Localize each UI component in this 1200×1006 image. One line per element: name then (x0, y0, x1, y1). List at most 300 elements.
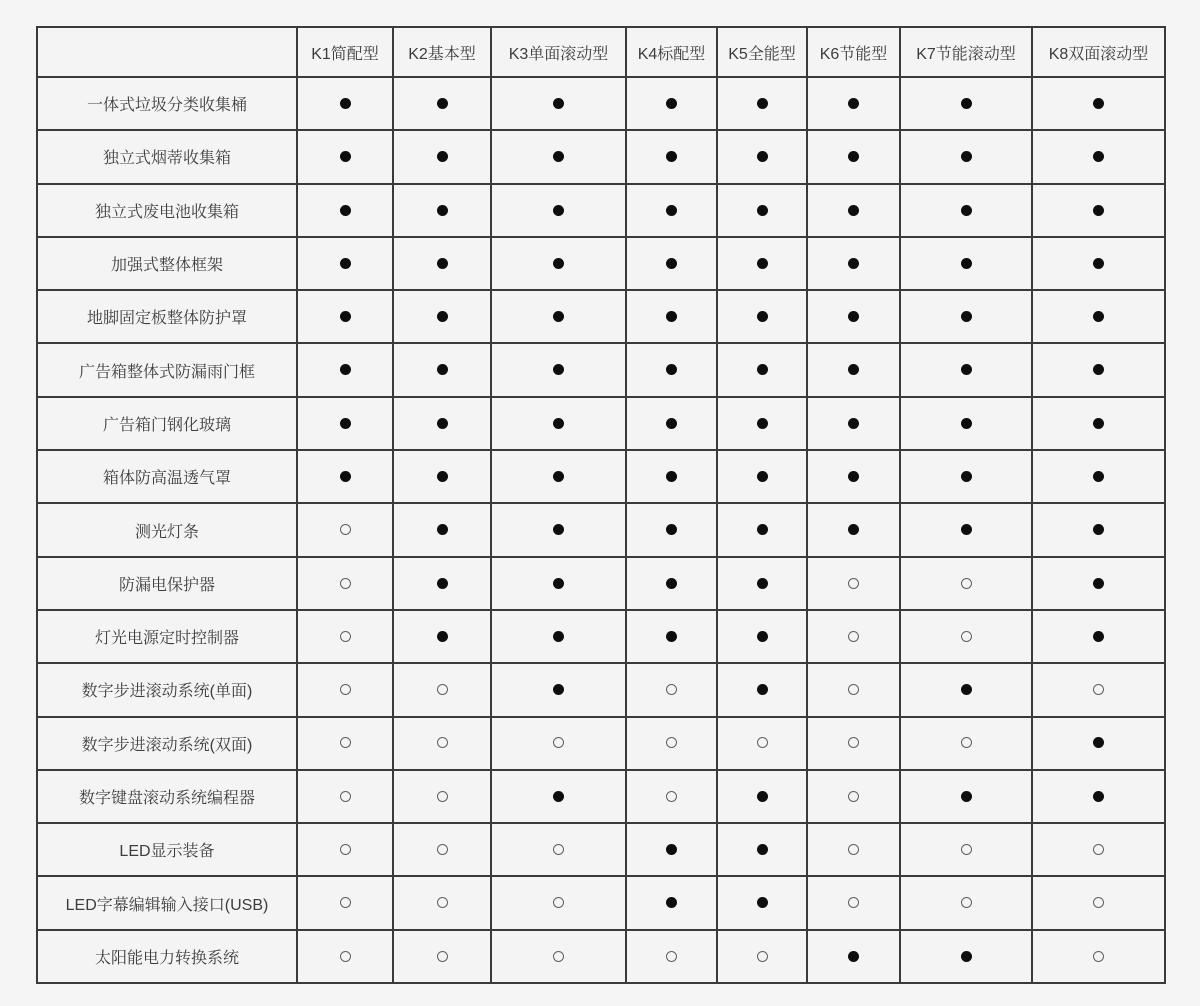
feature-dot-cell (626, 130, 717, 183)
filled-dot-icon (1093, 258, 1104, 269)
open-dot-icon (437, 844, 448, 855)
feature-dot-cell (491, 397, 626, 450)
open-dot-icon (1093, 951, 1104, 962)
open-dot-icon (961, 631, 972, 642)
feature-dot-cell (1032, 130, 1165, 183)
feature-dot-cell (1032, 237, 1165, 290)
feature-dot-cell (297, 930, 393, 983)
table-row (37, 503, 1165, 556)
feature-dot-cell (717, 397, 807, 450)
feature-dot-cell (626, 237, 717, 290)
feature-dot-cell (807, 290, 900, 343)
filled-dot-icon (666, 98, 677, 109)
filled-dot-icon (757, 471, 768, 482)
feature-dot-cell (807, 77, 900, 130)
feature-dot-cell (626, 397, 717, 450)
filled-dot-icon (757, 897, 768, 908)
filled-dot-icon (340, 205, 351, 216)
feature-dot-cell (900, 130, 1032, 183)
filled-dot-icon (848, 471, 859, 482)
filled-dot-icon (666, 471, 677, 482)
feature-label: 一体式垃圾分类收集桶 (37, 77, 297, 130)
filled-dot-icon (437, 578, 448, 589)
feature-label: 防漏电保护器 (37, 557, 297, 610)
filled-dot-icon (961, 791, 972, 802)
filled-dot-icon (961, 311, 972, 322)
open-dot-icon (1093, 844, 1104, 855)
feature-dot-cell (1032, 770, 1165, 823)
filled-dot-icon (666, 364, 677, 375)
filled-dot-icon (553, 631, 564, 642)
feature-dot-cell (491, 184, 626, 237)
feature-dot-cell (807, 557, 900, 610)
filled-dot-icon (340, 418, 351, 429)
filled-dot-icon (437, 258, 448, 269)
open-dot-icon (553, 844, 564, 855)
feature-dot-cell (297, 770, 393, 823)
feature-dot-cell (1032, 610, 1165, 663)
filled-dot-icon (437, 631, 448, 642)
feature-dot-cell (626, 610, 717, 663)
filled-dot-icon (340, 364, 351, 375)
feature-dot-cell (717, 237, 807, 290)
feature-dot-cell (297, 503, 393, 556)
filled-dot-icon (757, 524, 768, 535)
filled-dot-icon (961, 418, 972, 429)
filled-dot-icon (1093, 524, 1104, 535)
feature-dot-cell (900, 290, 1032, 343)
table-row (37, 717, 1165, 770)
filled-dot-icon (1093, 364, 1104, 375)
open-dot-icon (666, 737, 677, 748)
feature-dot-cell (393, 343, 491, 396)
table-row (37, 770, 1165, 823)
feature-label: 数字步进滚动系统(双面) (37, 717, 297, 770)
feature-dot-cell (900, 184, 1032, 237)
filled-dot-icon (553, 471, 564, 482)
open-dot-icon (961, 897, 972, 908)
filled-dot-icon (848, 418, 859, 429)
feature-dot-cell (900, 930, 1032, 983)
filled-dot-icon (757, 578, 768, 589)
feature-dot-cell (807, 876, 900, 929)
feature-dot-cell (1032, 717, 1165, 770)
open-dot-icon (666, 951, 677, 962)
filled-dot-icon (961, 951, 972, 962)
filled-dot-icon (666, 578, 677, 589)
feature-dot-cell (393, 930, 491, 983)
filled-dot-icon (1093, 578, 1104, 589)
open-dot-icon (340, 951, 351, 962)
filled-dot-icon (1093, 311, 1104, 322)
feature-label: 灯光电源定时控制器 (37, 610, 297, 663)
feature-label: 广告箱门钢化玻璃 (37, 397, 297, 450)
feature-dot-cell (491, 663, 626, 716)
feature-dot-cell (297, 823, 393, 876)
filled-dot-icon (553, 151, 564, 162)
feature-dot-cell (717, 343, 807, 396)
filled-dot-icon (666, 844, 677, 855)
filled-dot-icon (553, 364, 564, 375)
feature-dot-cell (900, 770, 1032, 823)
column-header-k1: K1简配型 (297, 27, 393, 77)
filled-dot-icon (848, 951, 859, 962)
filled-dot-icon (757, 364, 768, 375)
feature-dot-cell (900, 717, 1032, 770)
open-dot-icon (437, 684, 448, 695)
feature-dot-cell (807, 770, 900, 823)
feature-dot-cell (626, 557, 717, 610)
feature-dot-cell (807, 610, 900, 663)
open-dot-icon (340, 737, 351, 748)
feature-comparison-table (36, 26, 1166, 984)
filled-dot-icon (553, 258, 564, 269)
table-row (37, 450, 1165, 503)
feature-dot-cell (807, 343, 900, 396)
feature-dot-cell (807, 130, 900, 183)
feature-dot-cell (491, 876, 626, 929)
filled-dot-icon (961, 151, 972, 162)
feature-dot-cell (626, 450, 717, 503)
feature-label: 测光灯条 (37, 503, 297, 556)
feature-dot-cell (717, 610, 807, 663)
feature-dot-cell (900, 237, 1032, 290)
column-header-k3: K3单面滚动型 (491, 27, 626, 77)
feature-dot-cell (491, 130, 626, 183)
feature-dot-cell (717, 184, 807, 237)
feature-dot-cell (807, 184, 900, 237)
filled-dot-icon (437, 524, 448, 535)
feature-dot-cell (807, 930, 900, 983)
filled-dot-icon (1093, 471, 1104, 482)
filled-dot-icon (961, 524, 972, 535)
feature-label: LED字幕编辑输入接口(USB) (37, 876, 297, 929)
feature-dot-cell (807, 823, 900, 876)
feature-dot-cell (717, 770, 807, 823)
feature-dot-cell (1032, 397, 1165, 450)
open-dot-icon (848, 897, 859, 908)
filled-dot-icon (1093, 151, 1104, 162)
feature-dot-cell (626, 717, 717, 770)
open-dot-icon (340, 844, 351, 855)
feature-dot-cell (1032, 450, 1165, 503)
feature-dot-cell (807, 663, 900, 716)
filled-dot-icon (340, 471, 351, 482)
feature-dot-cell (491, 557, 626, 610)
feature-dot-cell (626, 77, 717, 130)
feature-dot-cell (626, 290, 717, 343)
feature-dot-cell (807, 397, 900, 450)
open-dot-icon (961, 844, 972, 855)
feature-dot-cell (393, 610, 491, 663)
open-dot-icon (848, 578, 859, 589)
table-row (37, 343, 1165, 396)
feature-dot-cell (1032, 557, 1165, 610)
feature-dot-cell (717, 290, 807, 343)
column-header-k4: K4标配型 (626, 27, 717, 77)
filled-dot-icon (848, 205, 859, 216)
filled-dot-icon (666, 311, 677, 322)
filled-dot-icon (848, 364, 859, 375)
feature-label: 地脚固定板整体防护罩 (37, 290, 297, 343)
feature-label: 独立式烟蒂收集箱 (37, 130, 297, 183)
column-header-k2: K2基本型 (393, 27, 491, 77)
table-row (37, 876, 1165, 929)
feature-dot-cell (393, 663, 491, 716)
feature-dot-cell (1032, 663, 1165, 716)
feature-dot-cell (393, 290, 491, 343)
feature-dot-cell (717, 130, 807, 183)
filled-dot-icon (1093, 205, 1104, 216)
feature-dot-cell (626, 663, 717, 716)
open-dot-icon (666, 791, 677, 802)
open-dot-icon (848, 791, 859, 802)
feature-dot-cell (900, 610, 1032, 663)
filled-dot-icon (553, 418, 564, 429)
filled-dot-icon (437, 364, 448, 375)
feature-dot-cell (393, 770, 491, 823)
open-dot-icon (437, 897, 448, 908)
feature-dot-cell (491, 717, 626, 770)
feature-dot-cell (807, 237, 900, 290)
filled-dot-icon (1093, 631, 1104, 642)
table-row (37, 77, 1165, 130)
table-body (37, 77, 1165, 983)
feature-dot-cell (1032, 503, 1165, 556)
feature-dot-cell (491, 343, 626, 396)
feature-dot-cell (717, 557, 807, 610)
open-dot-icon (340, 684, 351, 695)
feature-dot-cell (900, 450, 1032, 503)
filled-dot-icon (553, 311, 564, 322)
feature-dot-cell (1032, 876, 1165, 929)
feature-dot-cell (393, 450, 491, 503)
feature-dot-cell (491, 237, 626, 290)
filled-dot-icon (553, 684, 564, 695)
feature-dot-cell (491, 930, 626, 983)
feature-dot-cell (491, 610, 626, 663)
feature-dot-cell (626, 876, 717, 929)
feature-dot-cell (717, 503, 807, 556)
open-dot-icon (1093, 684, 1104, 695)
open-dot-icon (961, 737, 972, 748)
table-row (37, 237, 1165, 290)
filled-dot-icon (437, 418, 448, 429)
filled-dot-icon (553, 791, 564, 802)
feature-label: 数字步进滚动系统(单面) (37, 663, 297, 716)
filled-dot-icon (961, 258, 972, 269)
open-dot-icon (848, 844, 859, 855)
feature-dot-cell (491, 770, 626, 823)
feature-dot-cell (297, 557, 393, 610)
filled-dot-icon (666, 897, 677, 908)
feature-dot-cell (900, 876, 1032, 929)
feature-dot-cell (717, 876, 807, 929)
open-dot-icon (553, 951, 564, 962)
feature-dot-cell (393, 77, 491, 130)
open-dot-icon (553, 737, 564, 748)
filled-dot-icon (757, 791, 768, 802)
open-dot-icon (961, 578, 972, 589)
feature-dot-cell (626, 343, 717, 396)
feature-dot-cell (393, 130, 491, 183)
feature-dot-cell (807, 503, 900, 556)
filled-dot-icon (1093, 791, 1104, 802)
filled-dot-icon (961, 98, 972, 109)
table-row (37, 130, 1165, 183)
feature-dot-cell (393, 237, 491, 290)
feature-dot-cell (297, 450, 393, 503)
feature-dot-cell (297, 876, 393, 929)
filled-dot-icon (666, 631, 677, 642)
table-row (37, 930, 1165, 983)
feature-dot-cell (491, 450, 626, 503)
feature-dot-cell (393, 397, 491, 450)
feature-label: 加强式整体框架 (37, 237, 297, 290)
filled-dot-icon (437, 311, 448, 322)
table-row (37, 557, 1165, 610)
feature-dot-cell (717, 77, 807, 130)
open-dot-icon (757, 737, 768, 748)
filled-dot-icon (340, 151, 351, 162)
open-dot-icon (757, 951, 768, 962)
feature-label: LED显示装备 (37, 823, 297, 876)
open-dot-icon (340, 791, 351, 802)
filled-dot-icon (757, 258, 768, 269)
feature-dot-cell (626, 930, 717, 983)
feature-dot-cell (491, 503, 626, 556)
feature-dot-cell (393, 717, 491, 770)
table-row (37, 663, 1165, 716)
filled-dot-icon (961, 471, 972, 482)
feature-dot-cell (297, 610, 393, 663)
table-row (37, 823, 1165, 876)
open-dot-icon (848, 737, 859, 748)
feature-dot-cell (807, 717, 900, 770)
filled-dot-icon (553, 524, 564, 535)
feature-dot-cell (297, 717, 393, 770)
feature-dot-cell (297, 343, 393, 396)
filled-dot-icon (666, 524, 677, 535)
filled-dot-icon (961, 684, 972, 695)
feature-dot-cell (297, 130, 393, 183)
filled-dot-icon (757, 631, 768, 642)
filled-dot-icon (961, 205, 972, 216)
open-dot-icon (437, 951, 448, 962)
filled-dot-icon (757, 205, 768, 216)
table-row (37, 397, 1165, 450)
feature-dot-cell (717, 823, 807, 876)
filled-dot-icon (757, 311, 768, 322)
filled-dot-icon (666, 151, 677, 162)
table-row (37, 610, 1165, 663)
filled-dot-icon (757, 98, 768, 109)
filled-dot-icon (848, 311, 859, 322)
filled-dot-icon (666, 205, 677, 216)
feature-dot-cell (297, 184, 393, 237)
open-dot-icon (437, 791, 448, 802)
feature-label: 广告箱整体式防漏雨门框 (37, 343, 297, 396)
open-dot-icon (340, 524, 351, 535)
feature-dot-cell (297, 237, 393, 290)
open-dot-icon (340, 897, 351, 908)
filled-dot-icon (437, 205, 448, 216)
filled-dot-icon (1093, 418, 1104, 429)
feature-label: 箱体防高温透气罩 (37, 450, 297, 503)
open-dot-icon (553, 897, 564, 908)
feature-dot-cell (717, 717, 807, 770)
filled-dot-icon (848, 151, 859, 162)
feature-dot-cell (297, 77, 393, 130)
filled-dot-icon (757, 418, 768, 429)
feature-dot-cell (626, 184, 717, 237)
column-header-k8: K8双面滚动型 (1032, 27, 1165, 77)
filled-dot-icon (848, 98, 859, 109)
filled-dot-icon (437, 471, 448, 482)
feature-dot-cell (1032, 823, 1165, 876)
feature-dot-cell (900, 823, 1032, 876)
column-header-k6: K6节能型 (807, 27, 900, 77)
open-dot-icon (848, 631, 859, 642)
feature-dot-cell (807, 450, 900, 503)
filled-dot-icon (666, 418, 677, 429)
filled-dot-icon (437, 98, 448, 109)
feature-label: 太阳能电力转换系统 (37, 930, 297, 983)
filled-dot-icon (553, 205, 564, 216)
feature-dot-cell (1032, 343, 1165, 396)
filled-dot-icon (1093, 98, 1104, 109)
column-header-k5: K5全能型 (717, 27, 807, 77)
feature-dot-cell (717, 663, 807, 716)
filled-dot-icon (848, 524, 859, 535)
feature-dot-cell (900, 397, 1032, 450)
feature-dot-cell (626, 770, 717, 823)
feature-dot-cell (1032, 184, 1165, 237)
feature-dot-cell (297, 397, 393, 450)
corner-cell (37, 27, 297, 77)
filled-dot-icon (848, 258, 859, 269)
filled-dot-icon (1093, 737, 1104, 748)
feature-dot-cell (900, 343, 1032, 396)
feature-dot-cell (900, 557, 1032, 610)
feature-dot-cell (1032, 290, 1165, 343)
open-dot-icon (1093, 897, 1104, 908)
filled-dot-icon (757, 684, 768, 695)
filled-dot-icon (553, 578, 564, 589)
filled-dot-icon (757, 844, 768, 855)
feature-dot-cell (491, 77, 626, 130)
filled-dot-icon (757, 151, 768, 162)
feature-dot-cell (393, 503, 491, 556)
column-header-k7: K7节能滚动型 (900, 27, 1032, 77)
feature-dot-cell (626, 823, 717, 876)
feature-dot-cell (491, 290, 626, 343)
feature-label: 独立式废电池收集箱 (37, 184, 297, 237)
open-dot-icon (666, 684, 677, 695)
feature-dot-cell (900, 503, 1032, 556)
filled-dot-icon (340, 98, 351, 109)
feature-dot-cell (393, 557, 491, 610)
feature-dot-cell (491, 823, 626, 876)
feature-dot-cell (297, 663, 393, 716)
feature-dot-cell (297, 290, 393, 343)
feature-dot-cell (900, 663, 1032, 716)
open-dot-icon (848, 684, 859, 695)
feature-dot-cell (1032, 77, 1165, 130)
feature-dot-cell (717, 450, 807, 503)
filled-dot-icon (961, 364, 972, 375)
feature-label: 数字键盘滚动系统编程器 (37, 770, 297, 823)
